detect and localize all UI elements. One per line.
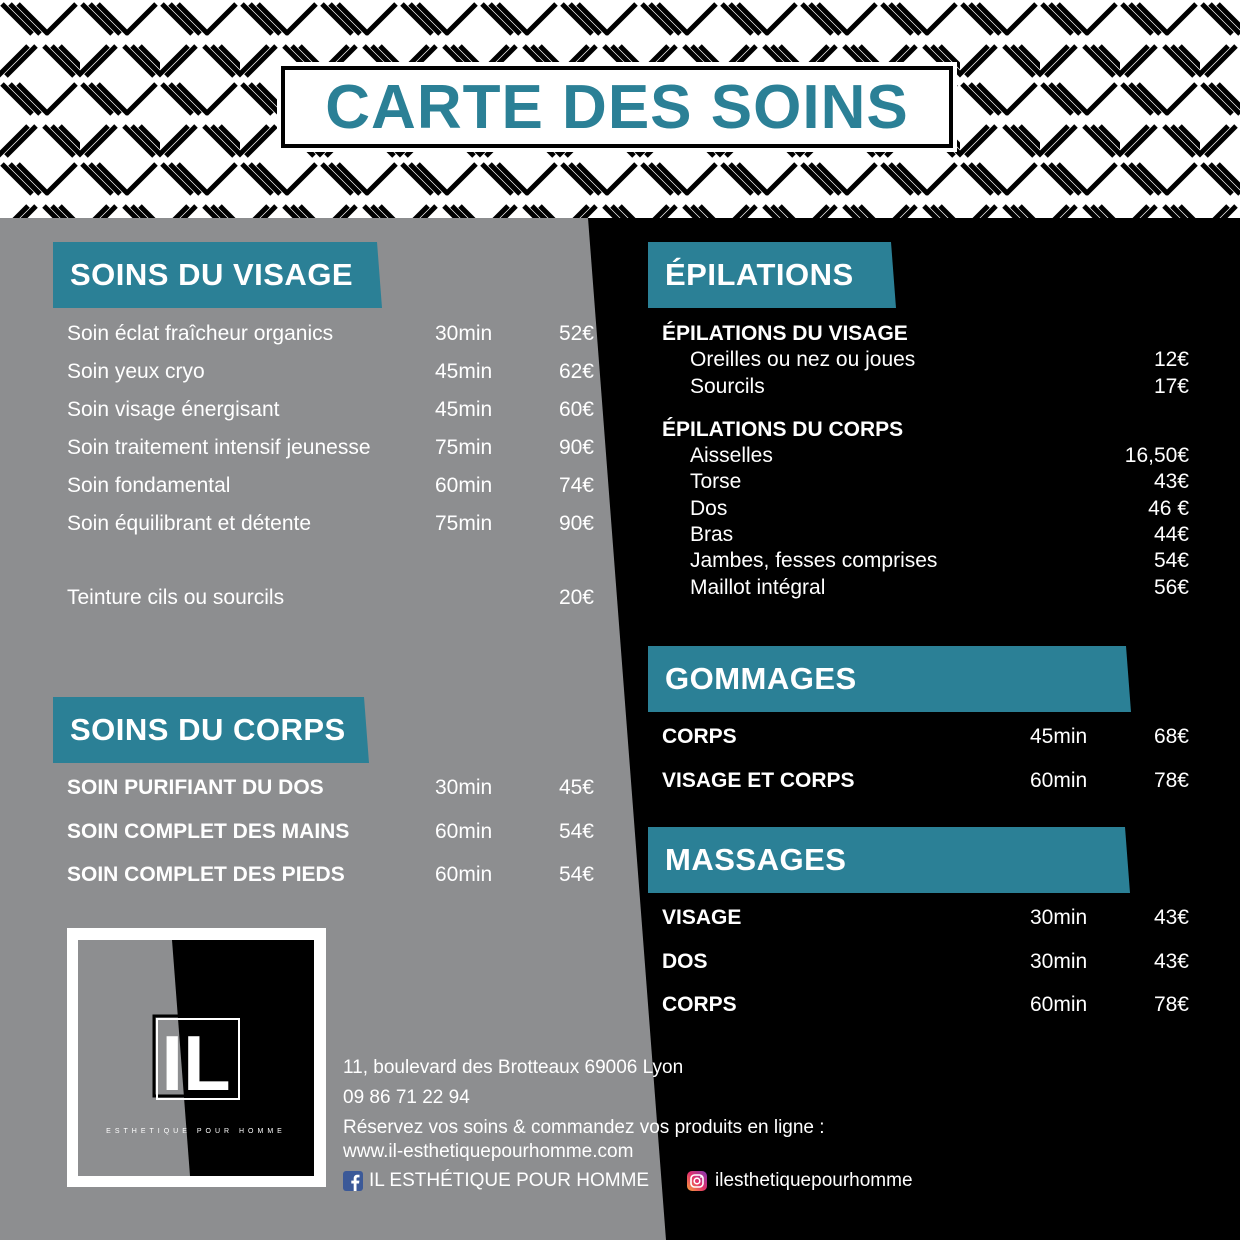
item-price: 16,50€: [1124, 444, 1189, 467]
banner-gommages: [648, 646, 857, 712]
item-duration: 30min: [1030, 949, 1088, 973]
item-duration: 30min: [435, 776, 493, 799]
item-duration: 60min: [1030, 993, 1088, 1016]
facebook-label: IL ESTHÉTIQUE POUR HOMME: [369, 1170, 650, 1191]
website-link[interactable]: www.il-esthetiquepourhomme.com: [343, 1141, 634, 1162]
banner-soins-visage: [53, 242, 353, 308]
item-label: Sourcils: [690, 375, 765, 398]
page-title: CARTE DES SOINS: [325, 72, 909, 142]
facebook-icon: [343, 1171, 363, 1191]
item-label: SOIN COMPLET DES MAINS: [67, 819, 350, 843]
item-label: Soin traitement intensif jeunesse: [67, 436, 371, 459]
instagram-link[interactable]: [687, 1170, 913, 1192]
item-label: CORPS: [662, 993, 737, 1016]
item-price: 56€: [1153, 575, 1189, 599]
item-price: 52€: [558, 322, 594, 345]
item-label: Soin équilibrant et détente: [67, 512, 312, 535]
item-label: Soin yeux cryo: [67, 360, 205, 383]
instagram-icon: [687, 1171, 707, 1191]
item-label: CORPS: [662, 725, 737, 748]
item-duration: 45min: [435, 360, 493, 383]
item-label: SOIN PURIFIANT DU DOS: [67, 776, 324, 799]
item-price: 20€: [558, 586, 594, 609]
item-label: DOS: [662, 949, 708, 973]
item-label: Torse: [690, 470, 742, 494]
item-label: Soin visage énergisant: [67, 398, 280, 421]
item-price: 90€: [558, 512, 594, 535]
item-price: 43€: [1153, 949, 1189, 973]
item-duration: 75min: [435, 436, 493, 459]
item-duration: 45min: [435, 398, 493, 421]
item-label: VISAGE ET CORPS: [662, 769, 855, 792]
item-price: 54€: [1153, 549, 1189, 573]
title-box: [281, 66, 953, 148]
item-duration: 60min: [435, 474, 493, 497]
banner-epilations: [648, 242, 854, 308]
item-label: Jambes, fesses comprises: [690, 549, 938, 573]
item-duration: 30min: [1030, 906, 1088, 929]
heading-soins-visage: SOINS DU VISAGE: [70, 257, 354, 292]
item-label: VISAGE: [662, 906, 742, 929]
item-price: 46 €: [1148, 496, 1189, 520]
item-label: Aisselles: [690, 444, 773, 467]
item-duration: 60min: [435, 863, 493, 886]
heading-massages: MASSAGES: [665, 842, 847, 877]
item-price: 12€: [1153, 348, 1189, 371]
item-price: 44€: [1153, 522, 1189, 546]
item-price: 54€: [558, 819, 594, 843]
address: 11, boulevard des Brotteaux 69006 Lyon: [343, 1057, 684, 1078]
item-price: 74€: [558, 474, 594, 497]
facebook-link[interactable]: [343, 1170, 649, 1192]
item-duration: 75min: [435, 512, 493, 535]
item-price: 78€: [1153, 993, 1189, 1016]
banner-massages: [648, 827, 846, 893]
item-duration: 45min: [1030, 725, 1088, 748]
item-label: Dos: [690, 496, 728, 520]
item-label: Soin éclat fraîcheur organics: [67, 322, 334, 345]
heading-epilations: ÉPILATIONS: [665, 257, 854, 292]
item-label: SOIN COMPLET DES PIEDS: [67, 863, 345, 886]
item-label: Maillot intégral: [690, 575, 826, 599]
item-duration: 30min: [435, 322, 493, 345]
item-price: 43€: [1153, 906, 1189, 929]
logo-mark: IL: [161, 1019, 231, 1107]
item-label: Soin fondamental: [67, 474, 231, 497]
item-duration: 60min: [435, 819, 493, 843]
subheading-epilations-corps: ÉPILATIONS DU CORPS: [662, 418, 904, 441]
item-label: Teinture cils ou sourcils: [67, 586, 285, 609]
logo: [78, 940, 314, 1176]
item-price: 60€: [558, 398, 594, 421]
banner-soins-corps: [53, 697, 346, 763]
item-price: 17€: [1153, 375, 1189, 398]
heading-soins-corps: SOINS DU CORPS: [70, 712, 346, 747]
item-price: 62€: [558, 360, 594, 383]
item-price: 45€: [558, 776, 594, 799]
item-price: 78€: [1153, 769, 1189, 792]
item-price: 43€: [1153, 470, 1189, 494]
item-price: 90€: [558, 436, 594, 459]
item-duration: 60min: [1030, 769, 1088, 792]
item-label: Oreilles ou nez ou joues: [690, 348, 916, 371]
instagram-label: ilesthetiquepourhomme: [715, 1170, 913, 1191]
logo-tagline: ESTHETIQUE POUR HOMME: [106, 1128, 286, 1135]
heading-gommages: GOMMAGES: [665, 661, 857, 696]
reserve-text: Réservez vos soins & commandez vos produits en ligne :: [343, 1117, 825, 1138]
item-label: Bras: [690, 522, 734, 546]
phone: 09 86 71 22 94: [343, 1087, 470, 1108]
subheading-epilations-visage: ÉPILATIONS DU VISAGE: [662, 322, 908, 345]
item-price: 68€: [1153, 725, 1189, 748]
item-price: 54€: [558, 863, 594, 886]
